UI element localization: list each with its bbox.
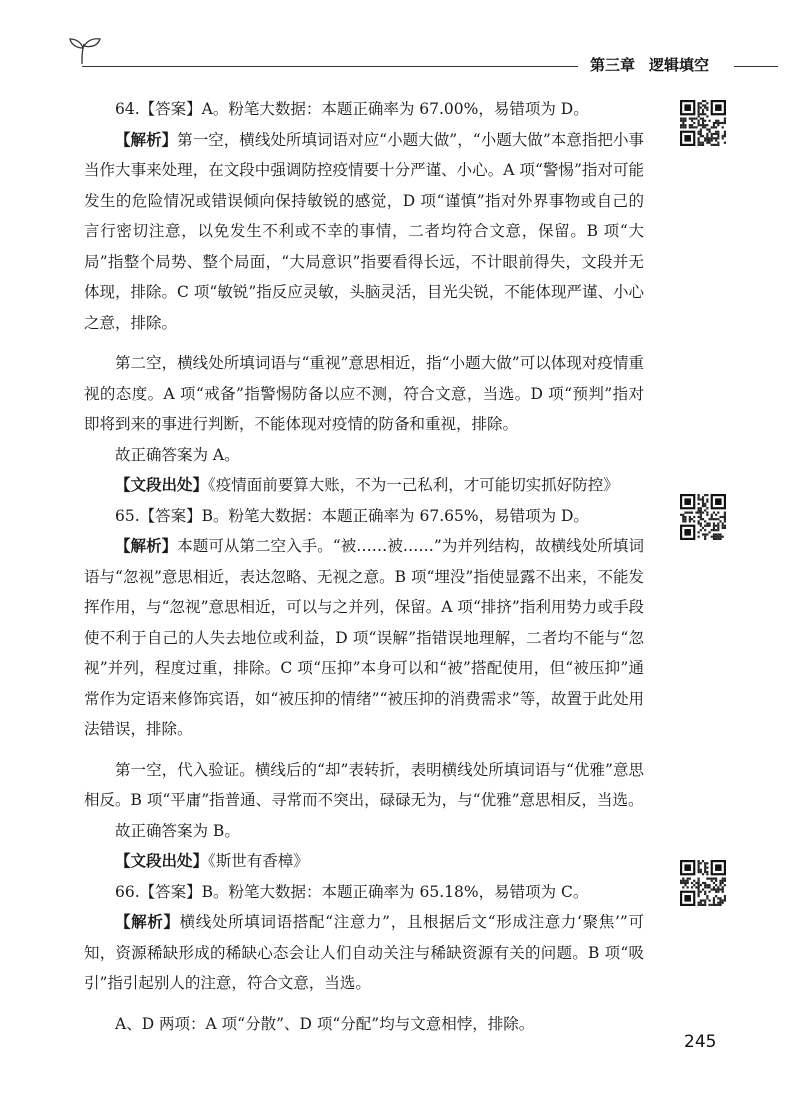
answer-65: 65.【答案】B。粉笔大数据：本题正确率为 67.65%，易错项为 D。 [115,506,589,525]
conclusion-64: 故正确答案为 A。 [115,445,240,464]
source-65: 【文段出处】《斯世有香樟》 [115,851,309,870]
sprout-icon [68,36,102,66]
answer-66: 66.【答案】B。粉笔大数据：本题正确率为 65.18%，易错项为 C。 [115,882,589,901]
qr-code-icon[interactable] [680,860,726,906]
conclusion-65: 故正确答案为 B。 [115,821,240,840]
source-64: 【文段出处】《疫情面前要算大账，不为一己私利，才可能切实抓好防控》 [115,475,619,494]
page-header [0,0,800,80]
analysis-64-1: 【解析】第一空，横线处所填词语对应“小题大做”，“小题大做”本意指把小事当作大事来处理，在文段中强调防控疫情要十分严谨、小心。A 项“警惕”指对可能发生的危险情况或错误倾向保持敏锐的感觉，D 项“谨慎”指对外界事物或自己的言行密切注意，以免发生不利或不幸的事情，二者均符合文意，保留。B 项“大局”指整个局势、整个局面，“大局意识”指要看得长远，不计眼前得失，文段并无体现，排除。C 项“敏锐”指反应灵敏，头脑灵活，目光尖锐，不能体现严谨、小心之意，排除。 [84,129,644,332]
answer-64: 64.【答案】A。粉笔大数据：本题正确率为 67.00%，易错项为 D。 [115,100,589,118]
analysis-64-2: 第二空，横线处所填词语与“重视”意思相近，指“小题大做”可以体现对疫情重视的态度。A 项“戒备”指警惕防备以应不测，符合文意，当选。D 项“预判”指对即将到来的事进行判断，不能体现对疫情的防备和重视，排除。 [84,354,644,433]
qr-code-icon[interactable] [680,100,726,146]
page-number: 245 [684,1032,717,1052]
chapter-title [590,54,709,75]
page-body [84,94,644,1039]
analysis-65-2: 第一空，代入验证。横线后的“却”表转折，表明横线处所填词语与“优雅”意思相反。B 项“平庸”指普通、寻常而不突出，碌碌无为，与“优雅”意思相反，当选。 [84,760,644,809]
qr-code-icon[interactable] [680,494,726,540]
header-rule-left [82,66,578,67]
analysis-65-1: 【解析】本题可从第二空入手。“被……被……”为并列结构，故横线处所填词语与“忽视”意思相近，表达忽略、无视之意。B 项“埋没”指使显露不出来，不能发挥作用，与“忽视”意思相近，可以与之并列，保留。A 项“排挤”指利用势力或手段使不利于自己的人失去地位或利益，D 项“误解”指错误地理解，二者均不能与“忽视”并列，程度过重，排除。C 项“压抑”本身可以和“被”搭配使用，但“被压抑”通常作为定语来修饰宾语，如“被压抑的情绪”“被压抑的消费需求”等，故置于此处用法错误，排除。 [84,536,644,738]
analysis-66-1: 【解析】横线处所填词语搭配“注意力”，且根据后文“形成注意力‘聚焦’”可知，资源稀缺形成的稀缺心态会让人们自动关注与稀缺资源有关的问题。B 项“吸引”指引起别人的注意，符合文意，当选。 [84,912,644,992]
chapter-section: 逻辑填空 [649,56,710,74]
header-rule-right [734,66,778,67]
chapter-number: 第三章 [590,56,636,74]
analysis-66-2: A、D 两项：A 项“分散”、D 项“分配”均与文意相悖，排除。 [115,1014,535,1033]
